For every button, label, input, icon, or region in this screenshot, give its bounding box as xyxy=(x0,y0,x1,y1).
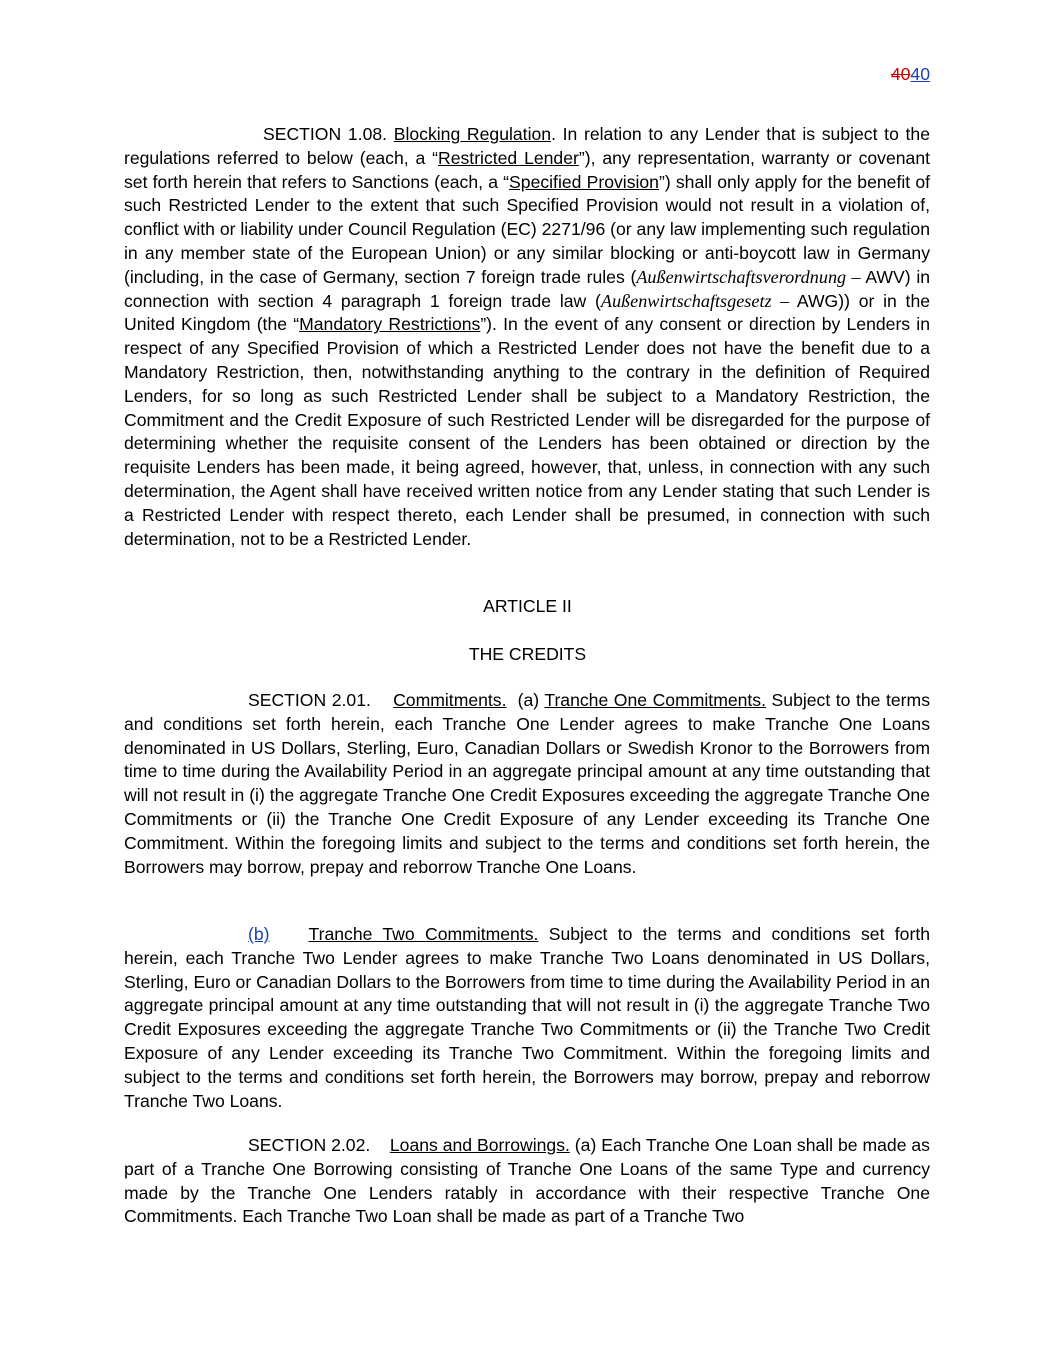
section-1-08-text-2: ”), any representation, warranty or covenant set forth herein that refers to Sanctions (each, a “ xyxy=(124,147,931,192)
section-2-02-text: (a) Each Tranche One Loan shall be made as part of a Tranche One Borrowing consisting of Tranche One Loans of the same Type and currency made by the Tranche One Lenders ratably in accordance with their respective Tranche One Commitments. Each Tranche Two Loan shall be made as part of a Tranche Two xyxy=(124,1135,930,1227)
article-number: ARTICLE II xyxy=(483,596,572,616)
section-2-01-heading: SECTION 2.01. xyxy=(248,690,371,710)
section-2-01-b-paragraph xyxy=(124,923,930,1113)
subsection-a-text: Subject to the terms and conditions set forth herein, each Tranche One Lender agrees to make Tranche One Loans denominated in US Dollars, Sterling, Euro, Canadian Dollars or Swedish Kronor to the Borrowers from time to time during the Availability Period in an aggregate principal amount at any time outstanding that will not result in (i) the aggregate Tranche One Credit Exposures exceeding the aggregate Tranche One Commitments or (ii) the Tranche One Credit Exposure of any Lender exceeding its Tranche One Commitment. Within the foregoing limits and subject to the terms and conditions set forth herein, the Borrowers may borrow, prepay and reborrow Tranche One Loans. xyxy=(124,690,930,877)
defined-term-specified-provision: Specified Provision xyxy=(509,171,659,192)
section-2-01-title: Commitments. xyxy=(393,690,507,710)
section-1-08-text-3: ”) shall only apply for the benefit of such Restricted Lender to the extent that such Specified Provision would not result in a violation of, conflict with or liability under Council Regulation (EC) 2271/96 (or any law implementing such regulation in any member state of the European Union) or any similar blocking or anti-boycott law in Germany (including, in the case of Germany, section 7 foreign trade rules ( xyxy=(124,171,930,287)
page-number-inserted: 40 xyxy=(910,64,930,84)
defined-term-mandatory-restrictions: Mandatory Restrictions xyxy=(299,314,481,335)
article-title: THE CREDITS xyxy=(468,644,587,664)
subsection-a-label: (a) xyxy=(517,690,540,710)
section-1-08-text-1: . In relation to any Lender that is subject to the regulations referred to below (each, a “ xyxy=(124,124,930,168)
subsection-b-label: (b) xyxy=(248,924,270,944)
german-term-awv: Außenwirtschaftsverordnung – xyxy=(636,266,861,287)
subsection-a-title: Tranche One Commitments. xyxy=(544,690,766,710)
section-1-08-text-4: AWV) in connection with section 4 paragraph 1 foreign trade law ( xyxy=(124,266,931,311)
section-1-08-heading: SECTION 1.08. xyxy=(263,124,388,144)
subsection-b-text: Subject to the terms and conditions set forth herein, each Tranche Two Lender agrees to make Tranche Two Loans denominated in US Dollars, Sterling, Euro or Canadian Dollars to the Borrowers from time to time during the Availability Period in an aggregate principal amount at any time outstanding that will not result in (i) the aggregate Tranche Two Credit Exposures exceeding the aggregate Tranche Two Commitments or (ii) the Tranche Two Credit Exposure of any Lender exceeding its Tranche Two Commitment. Within the foregoing limits and subject to the terms and conditions set forth herein, the Borrowers may borrow, prepay and reborrow Tranche Two Loans. xyxy=(124,924,930,1111)
page-number-deleted: 40 xyxy=(890,64,911,84)
section-2-01-a-paragraph xyxy=(124,689,930,879)
german-term-awg: Außenwirtschaftsgesetz – xyxy=(600,290,790,311)
defined-term-restricted-lender: Restricted Lender xyxy=(438,147,579,168)
subsection-b-title: Tranche Two Commitments. xyxy=(308,924,539,944)
section-2-02-heading: SECTION 2.02. xyxy=(248,1135,371,1155)
page-number xyxy=(891,64,930,85)
section-1-08-title: Blocking Regulation xyxy=(393,124,552,144)
section-1-08-paragraph xyxy=(124,123,930,551)
section-1-08-text-6: ”). In the event of any consent or direction by Lenders in respect of any Specified Provision of which a Restricted Lender does not have the benefit due to a Mandatory Restriction, then, notwithstanding anything to the contrary in the definition of Required Lenders, for so long as such Restricted Lender shall be subject to a Mandatory Restriction, the Commitment and the Credit Exposure of such Restricted Lender will be disregarded for the purpose of determining whether the requisite consent of the Lenders has been obtained or direction by the requisite Lenders has been made, it being agreed, however, that, unless, in connection with any such determination, the Agent shall have received written notice from any Lender stating that such Lender is a Restricted Lender with respect thereto, each Lender shall be presumed, in connection with such determination, not to be a Restricted Lender. xyxy=(124,314,930,549)
section-1-08-text-5: AWG)) or in the United Kingdom (the “ xyxy=(124,290,931,335)
section-2-02-paragraph xyxy=(124,1134,930,1229)
section-2-02-title: Loans and Borrowings. xyxy=(389,1135,570,1155)
